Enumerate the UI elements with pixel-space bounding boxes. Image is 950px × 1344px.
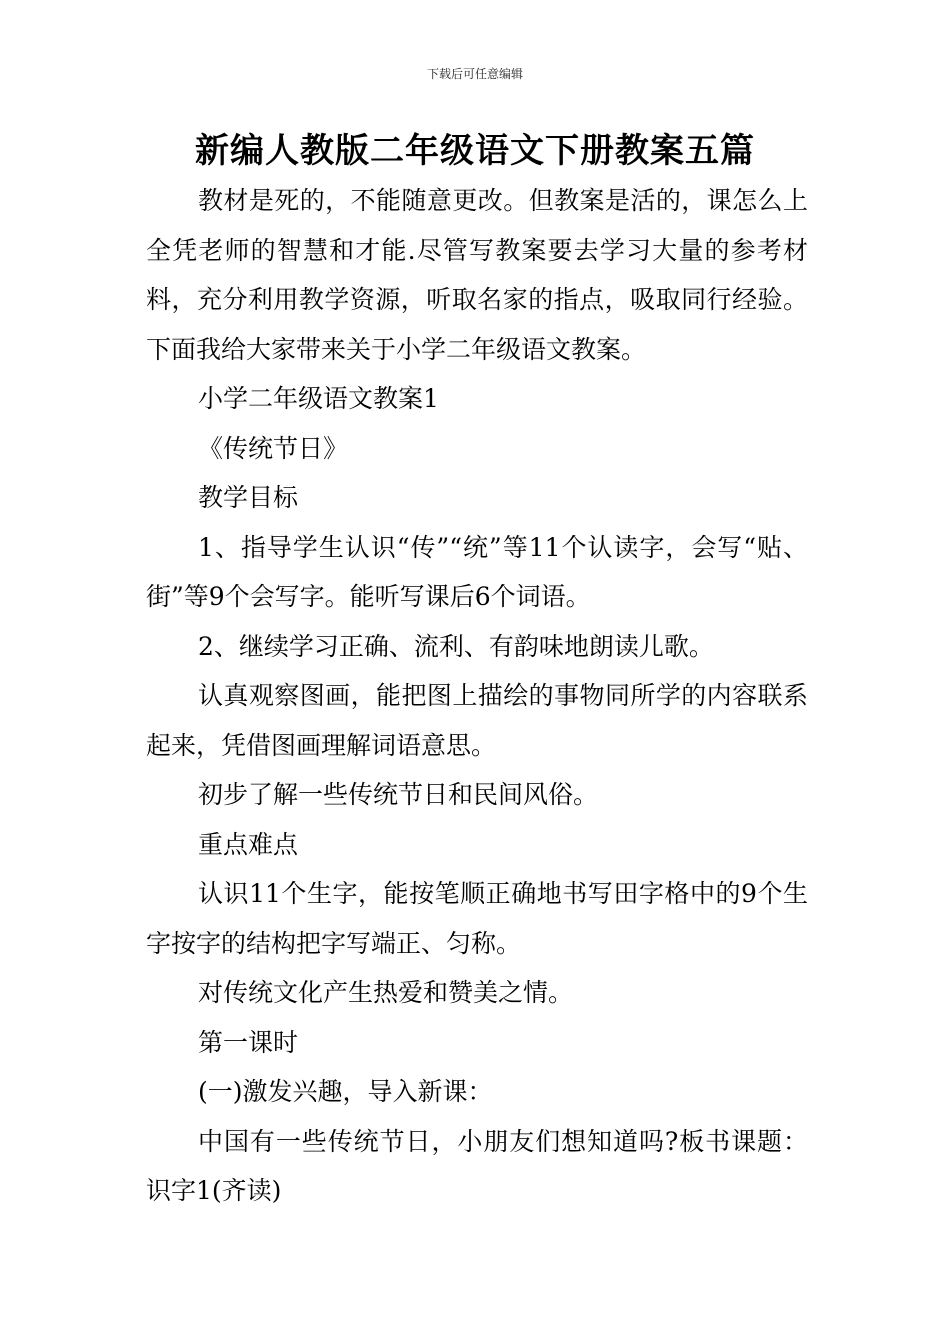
section-heading-period-1: 第一课时 bbox=[198, 1027, 299, 1057]
header-note: 下载后可任意编辑 bbox=[426, 67, 523, 81]
goal-item-1: 1、指导学生认识“传”“统”等11个认读字，会写“贴、街”等9个会写字。能听写课后6个词语。 bbox=[146, 532, 808, 611]
section-heading-key-points: 重点难点 bbox=[198, 829, 299, 859]
key-point-2: 对传统文化产生热爱和赞美之情。 bbox=[198, 978, 574, 1007]
goal-item-2: 2、继续学习正确、流利、有韵味地朗读儿歌。 bbox=[198, 631, 714, 661]
step-paragraph-1: 中国有一些传统节日，小朋友们想知道吗?板书课题：识字1(齐读) bbox=[146, 1126, 808, 1205]
key-point-1: 认识11个生字，能按笔顺正确地书写田字格中的9个生字按字的结构把字写端正、匀称。 bbox=[146, 879, 808, 958]
lesson-heading: 小学二年级语文教案1 bbox=[198, 384, 439, 413]
section-heading-goals: 教学目标 bbox=[198, 483, 299, 512]
lesson-title: 《传统节日》 bbox=[198, 433, 349, 463]
document-title: 新编人教版二年级语文下册教案五篇 bbox=[195, 131, 755, 171]
document-body bbox=[146, 176, 808, 1216]
intro-paragraph: 教材是死的，不能随意更改。但教案是活的，课怎么上全凭老师的智慧和才能.尽管写教案要去学习大量的参考材料，充分利用教学资源，听取名家的指点，吸取同行经验。下面我给大家带来关于小学二年级语文教案。 bbox=[146, 186, 808, 364]
goal-item-4: 初步了解一些传统节日和民间风俗。 bbox=[198, 780, 599, 809]
goal-item-3: 认真观察图画，能把图上描绘的事物同所学的内容联系起来，凭借图画理解词语意思。 bbox=[146, 681, 808, 760]
step-heading-1: (一)激发兴趣，导入新课： bbox=[198, 1077, 493, 1106]
